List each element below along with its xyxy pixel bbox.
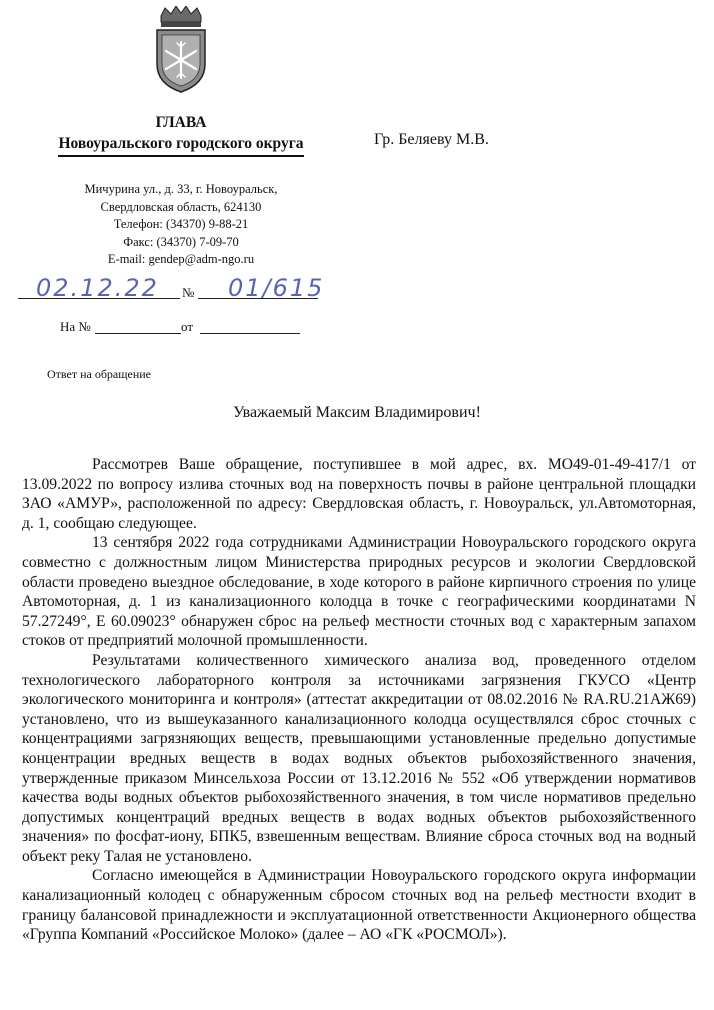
body-paragraph: 13 сентября 2022 года сотрудниками Администрации Новоуральского городского округа совместно с должностным лицом Министерства природных ресурсов и экологии Свердловской области проведено выездное обследование, в ходе которого в районе кирпичного строения по улице Автомоторная, д. 1 из канализационного колодца в точке с географическими координатами N 57.27249°, E 60.09023° обнаружен сброс на рельеф местности сточных вод с характерным запахом стоков от предприятий молочной промышленности. bbox=[22, 534, 696, 650]
coat-of-arms-emblem bbox=[153, 6, 209, 94]
fax: Факс: (34370) 7-09-70 bbox=[123, 234, 239, 249]
handwritten-date: 02.12.22 bbox=[36, 274, 159, 302]
on-number-label: На № bbox=[60, 319, 91, 334]
number-underline bbox=[198, 298, 318, 299]
address-line-2: Свердловская область, 624130 bbox=[100, 199, 262, 214]
from-blank bbox=[200, 333, 300, 334]
body-paragraph: Результатами количественного химического анализа вод, проведенного отделом технологического лабораторного контроля за источниками загрязнения ГКУСО «Центр экологического мониторинга и контроля» (аттестат аккредитации от 08.02.2016 № RA.RU.21АЖ69) установлено, что из вышеуказанного канализационного колодца осуществлялся сброс сточных с концентрациями загрязняющих веществ, превышающими установленные предельно допустимые концентрации вредных веществ в водах водных объектов рыбохозяйственного значения, утвержденные приказом Минсельхоза России от 13.12.2016 № 552 «Об утверждении нормативов качества воды водных объектов рыбохозяйственного значения, в том числе нормативов предельно допустимых концентраций вредных веществ в водах водных объектов рыбохозяйственного значения» по фосфат-иону, БПК5, взвешенным веществам. Влияние сброса сточных вод на водный объект реку Талая не установлено. bbox=[22, 651, 696, 865]
phone: Телефон: (34370) 9-88-21 bbox=[113, 217, 249, 232]
sender-organization: Новоуральского городского округа bbox=[58, 133, 303, 157]
date-underline bbox=[18, 298, 180, 299]
sender-header bbox=[30, 112, 332, 157]
body-paragraph: Согласно имеющейся в Администрации Новоуральского городского округа информации канализационный колодец с обнаруженным сбросом сточных вод на рельеф местности входит в границу балансовой принадлежности и эксплуатационной ответственности Акционерного общества «Группа Компаний «Российское Молоко» (далее – АО «ГК «РОСМОЛ»). bbox=[22, 867, 696, 944]
email: E-mail: gendep@adm-ngo.ru bbox=[107, 252, 255, 267]
address-line-1: Мичурина ул., д. 33, г. Новоуральск, bbox=[84, 182, 278, 196]
sender-title: ГЛАВА bbox=[155, 114, 207, 131]
sender-contacts bbox=[40, 181, 322, 269]
body-paragraph: Рассмотрев Ваше обращение, поступившее в мой адрес, вх. МО49-01-49-417/1 от 13.09.2022 по вопросу излива сточных вод на поверхность почвы в районе центральной площадки ЗАО «АМУР», расположенной по адресу: Свердловская область, г. Новоуральск, ул.Автомоторная, д. 1, сообщаю следующее. bbox=[22, 456, 696, 532]
subject-label: Ответ на обращение bbox=[47, 367, 151, 381]
salutation: Уважаемый Максим Владимирович! bbox=[233, 404, 481, 421]
from-label: от bbox=[181, 319, 194, 334]
letter-body bbox=[22, 455, 696, 945]
handwritten-number: 01/615 bbox=[228, 274, 325, 302]
on-number-blank bbox=[95, 333, 181, 334]
registration-line bbox=[18, 274, 325, 304]
number-sign: № bbox=[182, 285, 195, 300]
incoming-reference-line bbox=[60, 319, 320, 339]
addressee: Гр. Беляеву М.В. bbox=[374, 131, 489, 148]
